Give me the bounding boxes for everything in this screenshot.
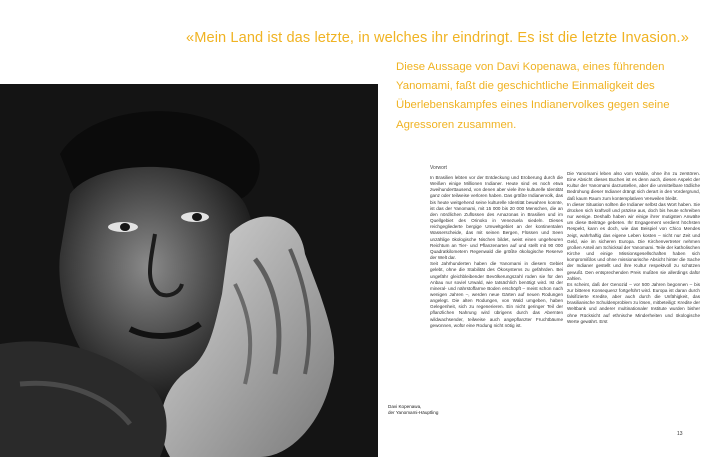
caption-line: Davi Kopenawa, bbox=[388, 404, 422, 409]
paragraph: In dieser Situation sollten die Indianer selbst das Wort haben. Sie drücken sich kraftvoll und präzise aus, doch bis heute schreiben nur wenige. Deshalb haben wir einige ihrer mutigsten Anwälte um diese Beiträge gebeten. Ihr Engagement verdient höchsten Respekt, kann es doch, wie das Beispiel von Chico Mendes zeigt, wahrhaftig das eigene Leben kosten – nicht nur Zeit und Geld, wie im sicheren Europa. Die Kirchenvertreter nehmen großen Anteil am Schicksal der Yanomami. Teile der katholischen Kirche und einige Missionsgesellschaften haben sich kompromißlos und ohne missionarische Absicht hinter die Sache der Indianer gestellt und ihre Kultur respektvoll zu schützen gewußt. Den entsprechenden Preis mußten sie allerdings dafür zahlen. bbox=[567, 201, 700, 281]
paragraph: In Brasilien lebten vor der Entdeckung und Eroberung durch die Weißen einige Millionen Indianer. Heute sind es noch etwa zweihunderttausend, von denen aber viele ihre kulturelle Identität ganz oder teilweise verloren haben. Das größte Indianervolk, das bis heute weitgehend seine kulturelle Identität bewahren konnte, ist das der Yanomami, mit 15 000 bis 20 000 Menschen, die an den nördlichen Zuflüssen des Amazonas in Brasilien und im Quellgebiet des Orinoko in Venezuela siedeln. Dieses reichgegliederte bergige Umweltgebiet an der kontinentalen Wasserscheide, das mit seinen Bergen, Flüssen und Seen unzählige ökologische Nischen bildet, weist einen ungeheuren Reichtum an Tier- und Pflanzenarten auf und stellt mit 90 000 Quadratkilometern Regenwald die größte ökologische Reserve der Welt dar. bbox=[430, 175, 563, 261]
paragraph: Seit Jahrhunderten haben die Yanomami in diesem Gebiet gelebt, ohne die Stabilität des Ökosystems zu gefährden. Bei ungefähr gleichbleibender Bevölkerungszahl roden sie für den Anbau nur soviel Urwald, wie tatsächlich benötigt wird. Ist der mineral- und nährstoffarme Boden erschöpft – meist schon nach wenigen Jahren –, werden neue Gärten auf neuen Rodungen angelegt. Die alten Rodungen, von Wald umgeben, haben Gelegenheit, sich zu regenerieren. Ein nicht geringer Teil der pflanzlichen Nahrung wird übrigens durch das Abernten wildwachsender, teilweise auch angepflanzter Fruchtbäume gewonnen, wofür eine Rodung nicht nötig ist. bbox=[430, 261, 563, 328]
portrait-photo bbox=[0, 84, 378, 457]
text-column-left bbox=[430, 175, 563, 329]
photo-caption bbox=[388, 404, 438, 416]
text-column-right bbox=[567, 171, 700, 325]
page-number: 13 bbox=[677, 431, 683, 437]
paragraph: Die Yanomami leben also vom Walde, ohne ihn zu zerstören. Eine Absicht dieses Buches ist es denn auch, diesen Aspekt der Kultur der Yanomami darzustellen, aber die unmittelbare tödliche Bedrohung dieser Indianer drängt sich derart in den Vordergrund, daß kaum Raum zum kontemplativen Verweilen bleibt. bbox=[567, 171, 700, 201]
pull-quote: «Mein Land ist das letzte, in welches ihr eindringt. Es ist die letzte Invasion.» bbox=[186, 30, 689, 46]
caption-line: der Yanomami-Häuptling bbox=[388, 410, 439, 415]
paragraph: Es scheint, daß der Genozid – vor 500 Jahren begonnen – bis zur bitteren Konsequenz fortgeführt wird. Europa ist daran durch falsifizierte Kredite, aber auch durch die Unfähigkeit, das brasilianische Schuldenproblem zu lösen, mitbeteiligt: Kredite der Weltbank und anderer multinationaler Institute wurden bisher ohne Rücksicht auf ethnische Minderheiten und ökologische Werte gewährt. Erst bbox=[567, 281, 700, 324]
section-heading: Vorwort bbox=[430, 165, 447, 171]
intro-paragraph: Diese Aussage von Davi Kopenawa, eines führenden Yanomami, faßt die geschichtliche Einmaligkeit des Überlebenskampfes eines Indianervolkes gegen seine Agressoren zusammen. bbox=[396, 61, 670, 131]
